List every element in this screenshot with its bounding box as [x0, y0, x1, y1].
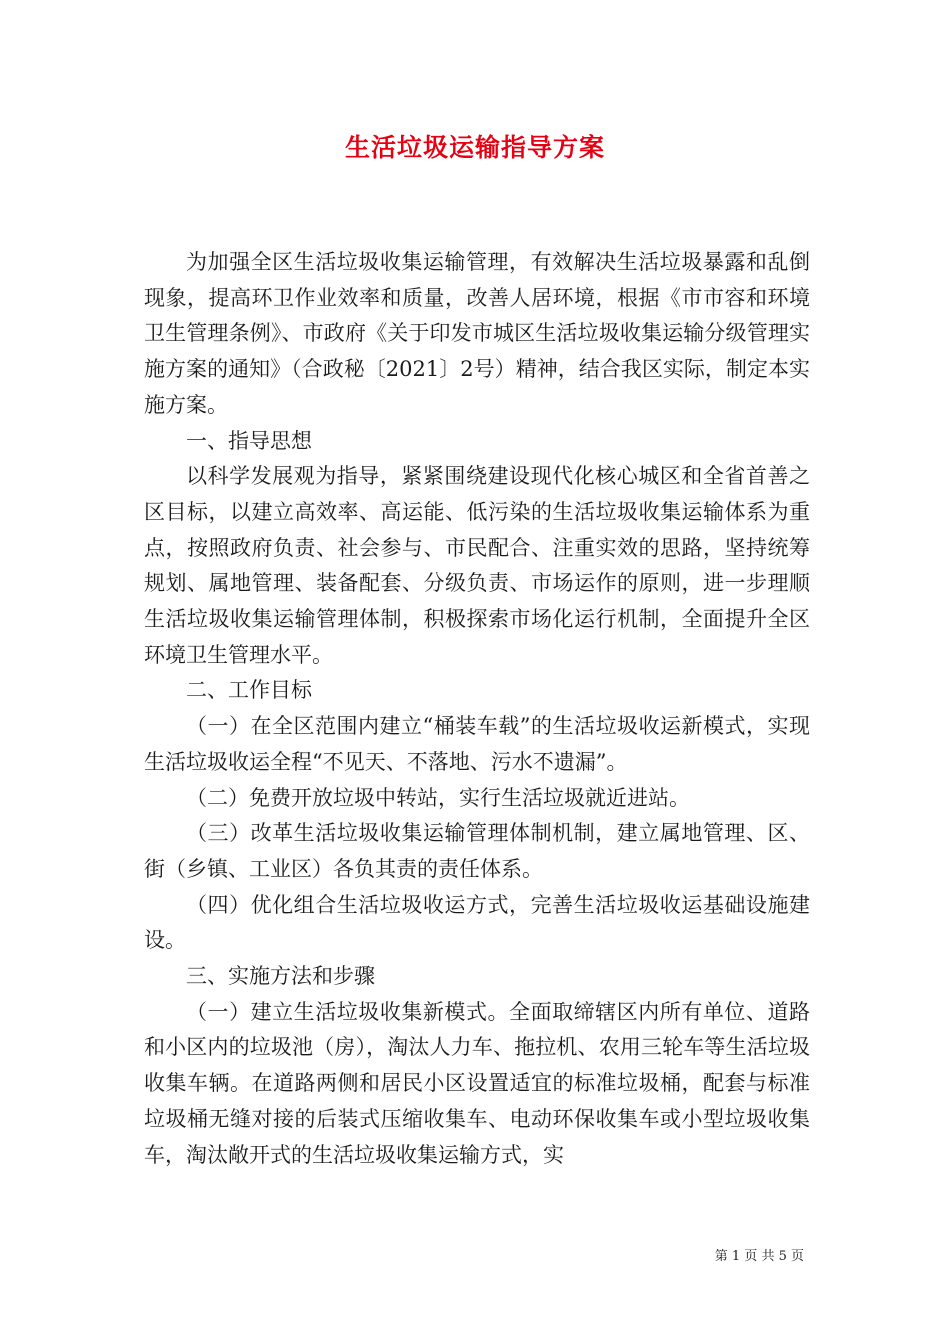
paragraph-implementation-1: （一）建立生活垃圾收集新模式。全面取缔辖区内所有单位、道路和小区内的垃圾池（房），淘汰人力车、拖拉机、农用三轮车等生活垃圾收集车辆。在道路两侧和居民小区设置适宜的标准垃圾桶，配套与标准垃圾桶无缝对接的后装式压缩收集车、电动环保收集车或小型垃圾收集车，淘汰敞开式的生活垃圾收集运输方式，实 [144, 999, 810, 1167]
heading-work-goals: 二、工作目标 [186, 678, 312, 703]
paragraph-intro: 为加强全区生活垃圾收集运输管理，有效解决生活垃圾暴露和乱倒现象，提高环卫作业效率和质量，改善人居环境，根据《市市容和环境卫生管理条例》、市政府《关于印发市城区生活垃圾收集运输分级管理实施方案的通知》（合政秘〔2021〕2号）精神，结合我区实际，制定本实施方案。 [144, 250, 810, 417]
page-number: 第 1 页 共 5 页 [714, 1249, 804, 1264]
heading-guiding-ideology: 一、指导思想 [186, 428, 312, 453]
paragraph-goal-4: （四）优化组合生活垃圾收运方式，完善生活垃圾收运基础设施建设。 [144, 892, 810, 953]
paragraph-goal-3: （三）改革生活垃圾收集运输管理体制机制，建立属地管理、区、街（乡镇、工业区）各负其责的责任体系。 [144, 821, 810, 881]
paragraph-goal-1: （一）在全区范围内建立“桶装车载”的生活垃圾收运新模式，实现生活垃圾收运全程“不见天、不落地、污水不遗漏”。 [144, 714, 810, 774]
document-title: 生活垃圾运输指导方案 [344, 133, 605, 162]
document-body [144, 245, 810, 1173]
paragraph-goal-2: （二）免费开放垃圾中转站，实行生活垃圾就近进站。 [186, 785, 690, 810]
paragraph-guiding-ideology: 以科学发展观为指导，紧紧围绕建设现代化核心城区和全省首善之区目标，以建立高效率、高运能、低污染的生活垃圾收集运输体系为重点，按照政府负责、社会参与、市民配合、注重实效的思路，坚持统筹规划、属地管理、装备配套、分级负责、市场运作的原则，进一步理顺生活垃圾收集运输管理体制，积极探索市场化运行机制，全面提升全区环境卫生管理水平。 [144, 464, 810, 667]
heading-implementation: 三、实施方法和步骤 [186, 964, 375, 989]
